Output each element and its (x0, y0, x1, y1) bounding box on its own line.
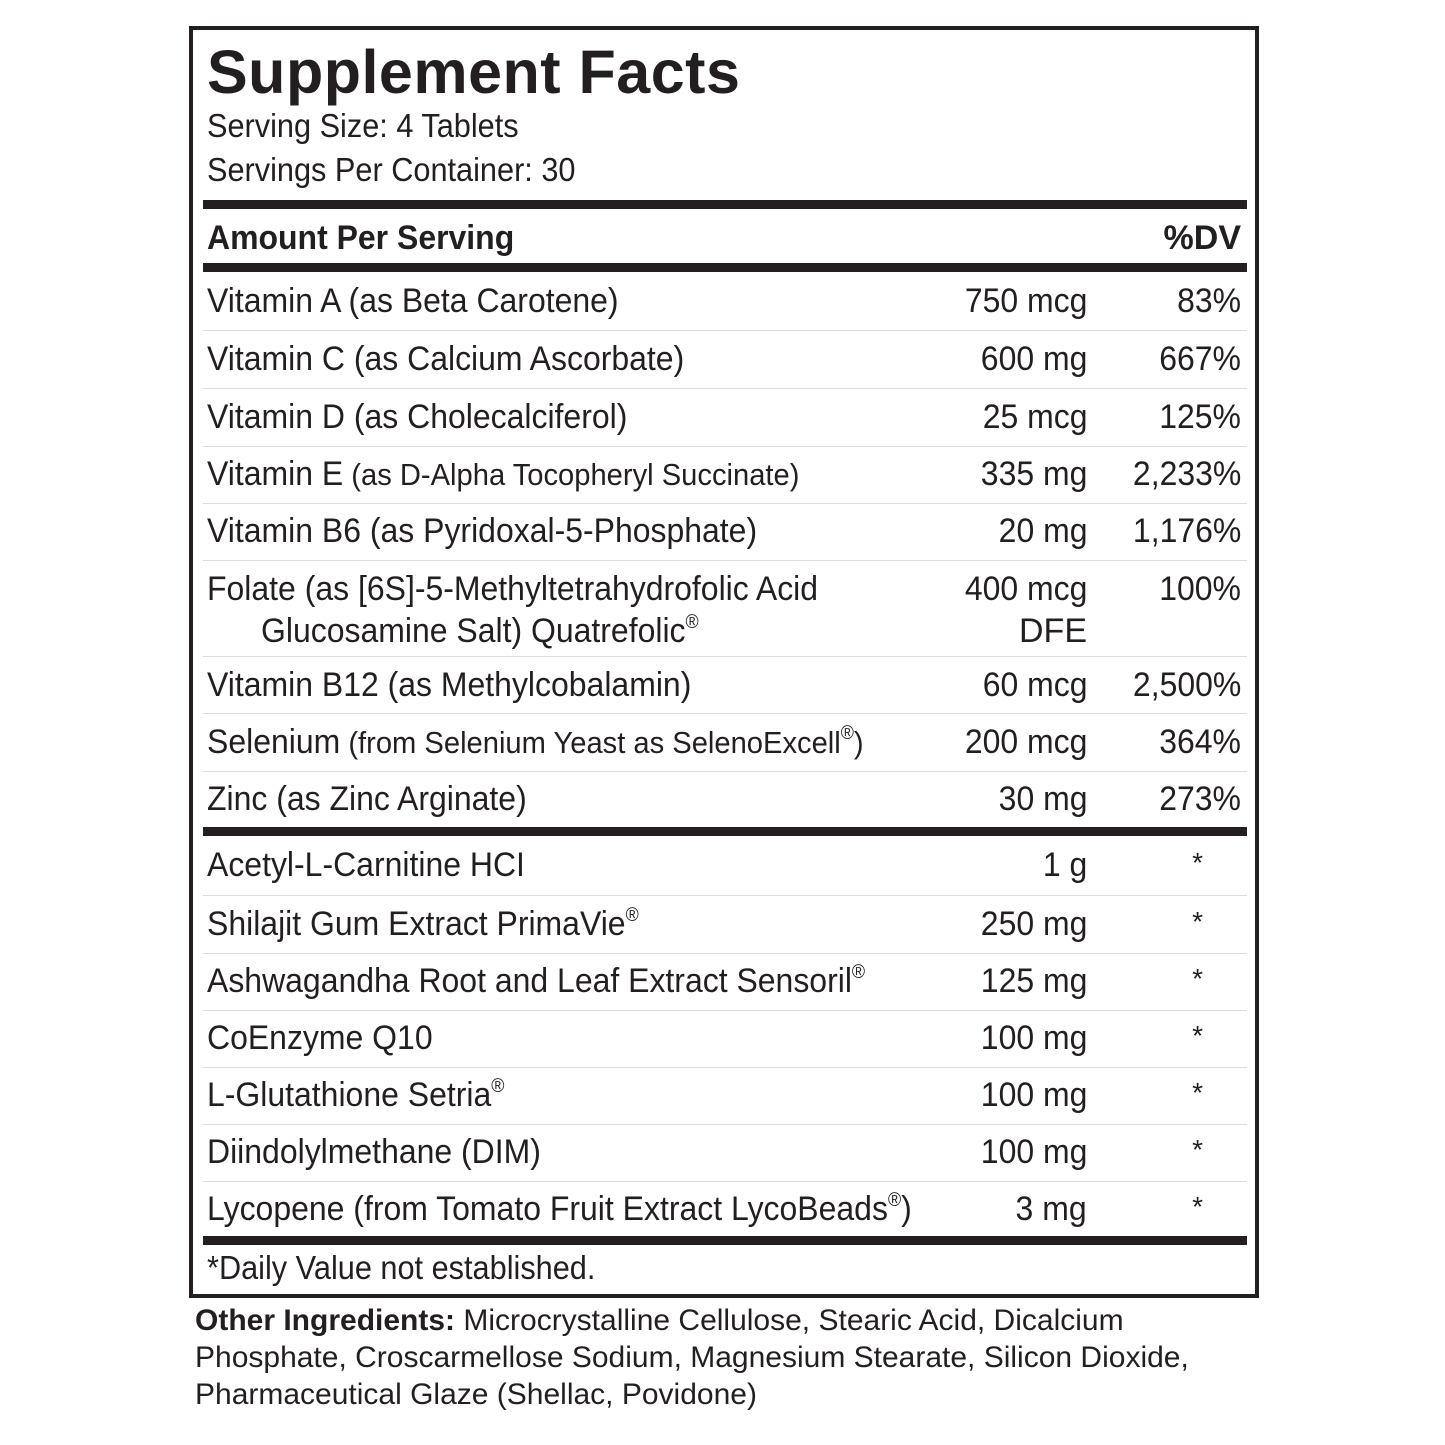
table-row (203, 714, 1247, 772)
nutrient-dv: 2,233% (1132, 455, 1241, 493)
nutrient-dv: 125% (1159, 398, 1241, 436)
nutrient-name: Vitamin B12 (as Methylcobalamin) (207, 666, 692, 704)
ingredient-dv: * (1192, 1134, 1203, 1165)
nutrient-amount-unit: DFE (1019, 612, 1087, 650)
table-row (203, 1124, 1247, 1182)
ingredient-amount: 100 mg (980, 1133, 1087, 1171)
ingredient-name: Shilajit Gum Extract PrimaVie® (207, 905, 639, 943)
registered-mark: ® (887, 1190, 902, 1211)
ingredient-amount: 125 mg (980, 962, 1087, 1000)
nutrient-dv: 2,500% (1132, 666, 1241, 704)
nutrient-amount: 60 mcg (982, 666, 1087, 704)
table-row (203, 953, 1247, 1011)
table-row (203, 837, 1247, 896)
nutrient-dv: 273% (1159, 780, 1241, 818)
table-row (203, 657, 1247, 714)
divider-thick (203, 827, 1247, 836)
table-row (203, 1067, 1247, 1125)
table-row (203, 1181, 1247, 1236)
nutrient-amount: 20 mg (998, 512, 1087, 550)
ingredient-amount: 100 mg (980, 1076, 1087, 1114)
nutrient-name: Vitamin E (as D-Alpha Tocopheryl Succinate) (207, 455, 800, 493)
nutrient-dv: 83% (1177, 282, 1241, 320)
other-ingredients-label: Other Ingredients: (195, 1304, 456, 1337)
table-row (203, 1010, 1247, 1068)
divider-thick (203, 263, 1247, 272)
nutrient-amount: 750 mcg (964, 282, 1087, 320)
nutrient-name: Vitamin B6 (as Pyridoxal-5-Phosphate) (207, 512, 758, 550)
table-row (203, 446, 1247, 504)
nutrient-dv: 364% (1159, 723, 1241, 761)
ingredient-amount: 1 g (1042, 846, 1087, 884)
ingredient-name: Acetyl-L-Carnitine HCI (207, 846, 525, 884)
nutrient-amount: 400 mcg (964, 570, 1087, 608)
divider-thick (203, 1236, 1247, 1245)
nutrient-name: Folate (as [6S]-5-Methyltetrahydrofolic Acid (207, 570, 819, 608)
ingredient-name: Ashwagandha Root and Leaf Extract Sensoril® (207, 962, 866, 1000)
registered-mark: ® (625, 905, 639, 926)
other-ingredients-text: Microcrystalline Cellulose, Stearic Acid, Dicalcium Phosphate, Croscarmellose Sodium, Magnesium Stearate, Silicon Dioxide, Pharmaceutical Glaze (Shellac, Povidone) (195, 1304, 1189, 1411)
ingredient-name: Diindolylmethane (DIM) (207, 1133, 541, 1171)
footnote: *Daily Value not established. (207, 1249, 596, 1286)
table-row (203, 561, 1247, 657)
ingredient-dv: * (1192, 1020, 1203, 1051)
ingredient-amount: 3 mg (1015, 1190, 1087, 1228)
nutrient-amount: 25 mcg (982, 398, 1087, 436)
registered-mark: ® (685, 612, 699, 633)
nutrient-name: Vitamin C (as Calcium Ascorbate) (207, 340, 685, 378)
registered-mark: ® (840, 723, 854, 744)
nutrient-name: Zinc (as Zinc Arginate) (207, 780, 527, 818)
table-row (203, 896, 1247, 954)
table-row (203, 771, 1247, 826)
table-row (203, 503, 1247, 561)
table-row (203, 273, 1247, 331)
supplement-facts-panel (189, 26, 1259, 1298)
table-header (207, 214, 1241, 262)
panel-title: Supplement Facts (207, 38, 741, 106)
divider-thick (203, 200, 1247, 209)
nutrient-dv: 100% (1159, 570, 1241, 608)
nutrient-name: Vitamin D (as Cholecalciferol) (207, 398, 628, 436)
amount-per-serving-label: Amount Per Serving (207, 219, 515, 257)
servings-per-container: Servings Per Container: 30 (207, 151, 576, 188)
ingredient-dv: * (1192, 906, 1203, 937)
registered-mark: ® (491, 1076, 505, 1097)
table-row (203, 389, 1247, 447)
serving-size: Serving Size: 4 Tablets (207, 107, 519, 144)
ingredient-name: Lycopene (from Tomato Fruit Extract LycoBeads®) (207, 1190, 912, 1228)
nutrient-dv: 667% (1159, 340, 1241, 378)
nutrient-amount: 335 mg (980, 455, 1087, 493)
nutrient-amount: 200 mcg (964, 723, 1087, 761)
ingredient-amount: 100 mg (980, 1019, 1087, 1057)
nutrient-name: Selenium (from Selenium Yeast as SelenoExcell®) (207, 723, 864, 761)
dv-header: %DV (1163, 219, 1241, 257)
ingredient-name: CoEnzyme Q10 (207, 1019, 433, 1057)
table-row (203, 331, 1247, 389)
other-ingredients (195, 1302, 1265, 1413)
registered-mark: ® (851, 962, 866, 983)
ingredient-amount: 250 mg (980, 905, 1087, 943)
ingredient-dv: * (1192, 847, 1203, 878)
ingredient-name: L-Glutathione Setria® (207, 1076, 505, 1114)
ingredient-dv: * (1192, 1077, 1203, 1108)
ingredient-dv: * (1192, 1191, 1203, 1222)
ingredient-dv: * (1192, 963, 1203, 994)
nutrient-name: Vitamin A (as Beta Carotene) (207, 282, 619, 320)
nutrient-name-continued: Glucosamine Salt) Quatrefolic® (261, 612, 699, 650)
nutrient-dv: 1,176% (1132, 512, 1241, 550)
nutrient-amount: 30 mg (998, 780, 1087, 818)
nutrient-amount: 600 mg (980, 340, 1087, 378)
